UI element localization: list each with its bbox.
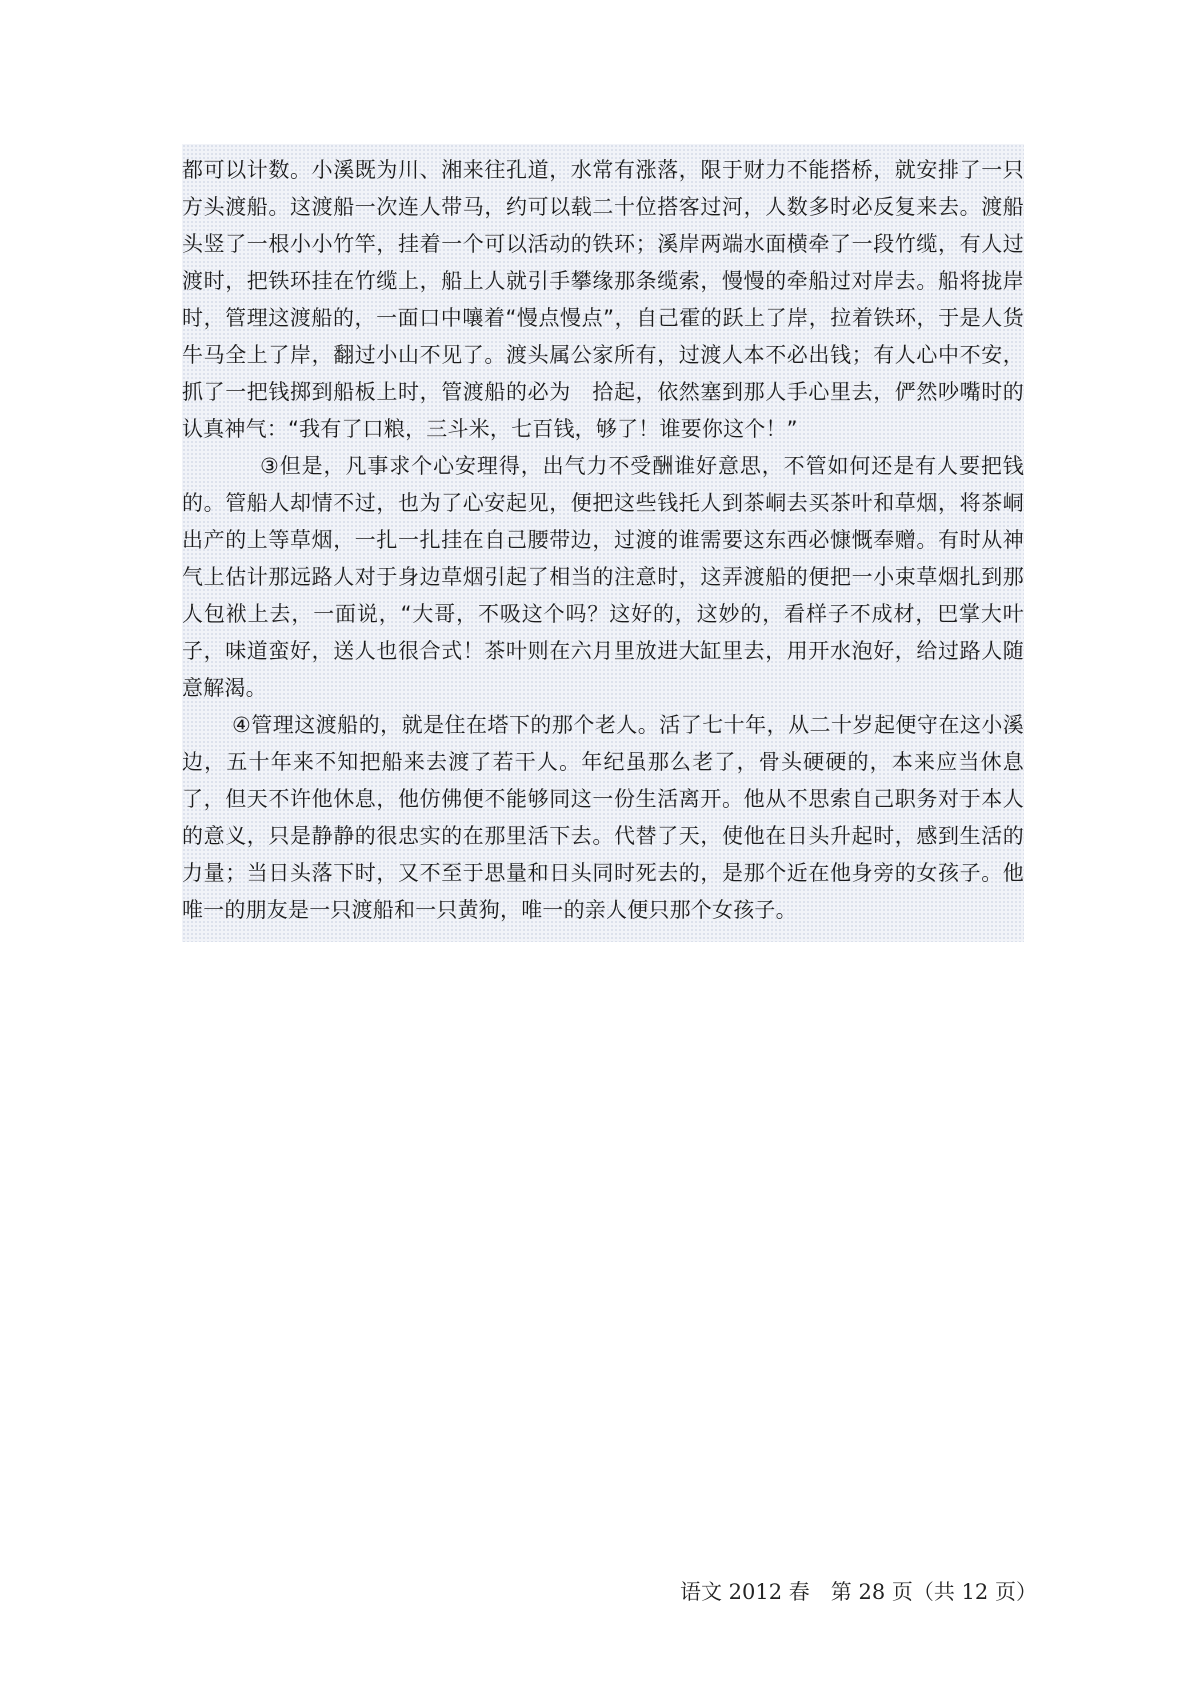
page-footer: 语文 2012 春 第 28 页（共 12 页） xyxy=(680,1580,1037,1604)
passage-text-block xyxy=(182,144,1024,942)
paragraph-4: ④管理这渡船的，就是住在塔下的那个老人。活了七十年，从二十岁起便守在这小溪边，五十年来不知把船来去渡了若干人。年纪虽那么老了，骨头硬硬的，本来应当休息了，但天不许他休息，他仿佛便不能够同这一份生活离开。他从不思索自己职务对于本人的意义，只是静静的很忠实的在那里活下去。代替了天，使他在日头升起时，感到生活的力量；当日头落下时，又不至于思量和日头同时死去的，是那个近在他身旁的女孩子。他唯一的朋友是一只渡船和一只黄狗，唯一的亲人便只那个女孩子。 xyxy=(182,713,1024,922)
paragraph-2-continued: 都可以计数。小溪既为川、湘来往孔道，水常有涨落，限于财力不能搭桥，就安排了一只方头渡船。这渡船一次连人带马，约可以载二十位搭客过河，人数多时必反复来去。渡船头竖了一根小小竹竿，挂着一个可以活动的铁环；溪岸两端水面横牵了一段竹缆，有人过渡时，把铁环挂在竹缆上，船上人就引手攀缘那条缆索，慢慢的牵船过对岸去。船将拢岸时，管理这渡船的，一面口中嚷着“慢点慢点”，自己霍的跃上了岸，拉着铁环，于是人货牛马全上了岸，翻过小山不见了。渡头属公家所有，过渡人本不必出钱；有人心中不安，抓了一把钱掷到船板上时，管渡船的必为 拾起，依然塞到那人手心里去，俨然吵嘴时的认真神气：“我有了口粮，三斗米，七百钱，够了！谁要你这个！” xyxy=(182,158,1024,441)
paragraph-3: ③但是，凡事求个心安理得，出气力不受酬谁好意思，不管如何还是有人要把钱的。管船人却情不过，也为了心安起见，便把这些钱托人到茶峒去买茶叶和草烟，将茶峒出产的上等草烟，一扎一扎挂在自己腰带边，过渡的谁需要这东西必慷慨奉赠。有时从神气上估计那远路人对于身边草烟引起了相当的注意时，这弄渡船的便把一小束草烟扎到那人包袱上去，一面说，“大哥，不吸这个吗？这好的，这妙的，看样子不成材，巴掌大叶子，味道蛮好，送人也很合式！茶叶则在六月里放进大缸里去，用开水泡好，给过路人随意解渴。 xyxy=(182,454,1024,700)
